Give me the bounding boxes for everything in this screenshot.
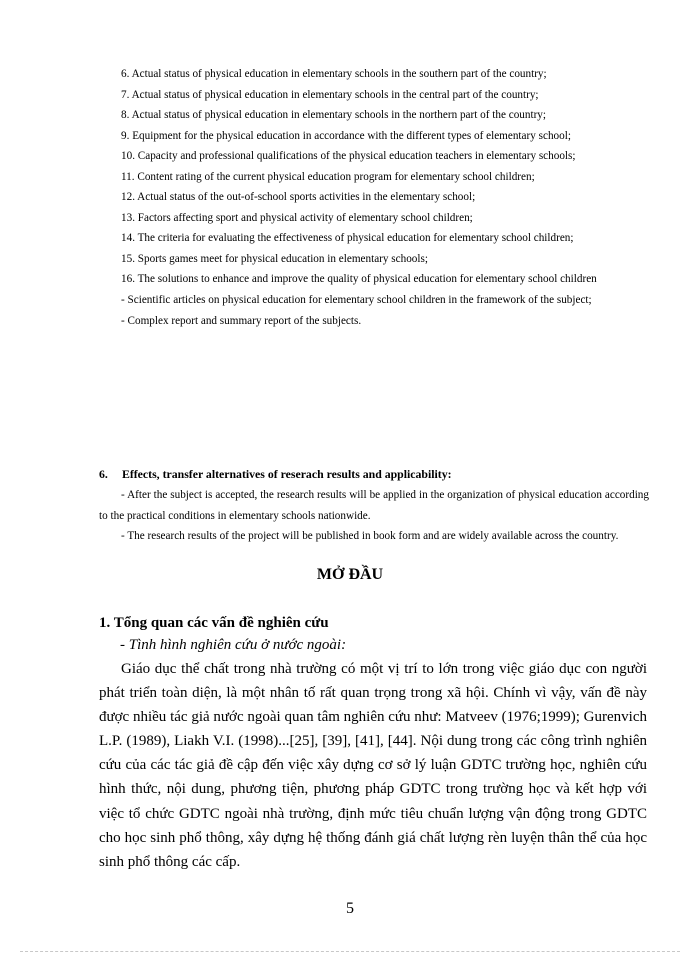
list-item: 15. Sports games meet for physical education in elementary schools;: [121, 252, 428, 265]
section-6-body: [99, 485, 649, 547]
page-number: 5: [346, 900, 354, 917]
list-item: - Complex report and summary report of the subjects.: [121, 314, 362, 327]
section-6-title: Effects, transfer alternatives of reserach results and applicability:: [121, 467, 452, 481]
page-title: MỞ ĐẦU: [316, 566, 384, 583]
objectives-list: [99, 64, 649, 331]
list-item: - Scientific articles on physical education for elementary school children in the framework of the subject;: [121, 294, 592, 306]
list-item: 8. Actual status of physical education in elementary schools in the northern part of the country;: [121, 109, 547, 121]
list-item: 11. Content rating of the current physical education program for elementary school children;: [121, 170, 535, 183]
footer-divider: [20, 951, 680, 952]
list-item: 9. Equipment for the physical education in accordance with the different types of elementary school;: [121, 129, 571, 142]
list-item: 16. The solutions to enhance and improve the quality of physical education for elementary school children: [121, 273, 597, 285]
list-item: 14. The criteria for evaluating the effectiveness of physical education for elementary school children;: [121, 232, 574, 244]
list-item: 10. Capacity and professional qualifications of the physical education teachers in elementary schools;: [121, 150, 576, 162]
list-item: 13. Factors affecting sport and physical activity of elementary school children;: [121, 211, 473, 224]
list-item: 6. Actual status of physical education in elementary schools in the southern part of the country;: [121, 68, 547, 80]
section-body: [99, 657, 647, 874]
list-item: 7. Actual status of physical education in elementary schools in the central part of the country;: [121, 88, 539, 101]
section-subtitle: - Tình hình nghiên cứu ở nước ngoài:: [120, 637, 347, 653]
paragraph: Giáo dục thể chất trong nhà trường có một vị trí to lớn trong việc giáo dục con người phát triển toàn diện, là một nhân tố rất quan trọng trong xã hội. Chính vì vậy, vấn đề này được nhiều tác giả nước ngoài quan tâm nghiên cứu như: Matveev (1976;1999); Gurenvich L.P. (1989), Liakh V.I. (1998)...[25], [39], [41], [44]. Nội dung trong các công trình nghiên cứu của các tác giả đề cập đến việc xây dựng cơ sở lý luận GDTC trường học, nghiên cứu hình thức, nội dung, phương tiện, phương pháp GDTC trong trường học và kết hợp với việc tổ chức GDTC ngoài nhà trường, định mức tiêu chuẩn lượng vận động trong GDTC cho học sinh phổ thông, xây dựng hệ thống đánh giá chất lượng rèn luyện thân thể của học sinh phổ thông các cấp.: [99, 661, 647, 870]
list-item: 12. Actual status of the out-of-school sports activities in the elementary school;: [121, 191, 476, 203]
paragraph: - After the subject is accepted, the research results will be applied in the organization of physical education according to the practical conditions in elementary schools nationwide.: [99, 489, 649, 522]
section-title: 1. Tổng quan các vấn đề nghiên cứu: [99, 615, 329, 631]
section-6-heading: [99, 464, 649, 484]
section-6-number: 6.: [99, 467, 108, 481]
paragraph: - The research results of the project will be published in book form and are widely available across the country.: [121, 530, 619, 542]
